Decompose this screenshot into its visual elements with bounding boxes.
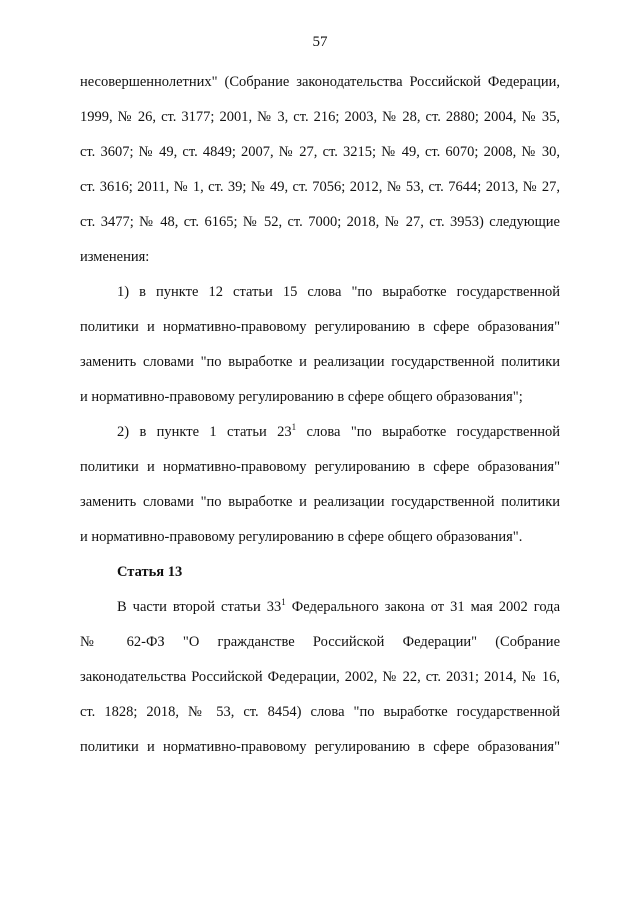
article-13-line-1-end: Федерального закона от 31 мая 2002 года xyxy=(285,599,560,615)
item-2-line-4: и нормативно-правовому регулированию в сфере общего образования". xyxy=(80,529,523,545)
article-13-line-3: законодательства Российской Федерации, 2002, № 22, ст. 2031; 2014, № 16, xyxy=(80,669,560,685)
intro-line-4: ст. 3616; 2011, № 1, ст. 39; № 49, ст. 7056; 2012, № 53, ст. 7644; 2013, № 27, xyxy=(80,179,560,195)
item-2-line-1-end: слова "по выработке государственной xyxy=(296,424,561,440)
article-13-line-5: политики и нормативно-правовому регулированию в сфере образования" xyxy=(80,739,560,755)
intro-line-5: ст. 3477; № 48, ст. 6165; № 52, ст. 7000; 2018, № 27, ст. 3953) следующие xyxy=(80,214,560,230)
page-number: 57 xyxy=(312,34,328,50)
item-1-line-2: политики и нормативно-правовому регулированию в сфере образования" xyxy=(80,319,560,335)
article-13-line-1-start: В части второй статьи 33 xyxy=(117,599,282,615)
article-13-heading: Статья 13 xyxy=(117,564,183,580)
article-13-line-4: ст. 1828; 2018, № 53, ст. 8454) слова "по выработке государственной xyxy=(80,704,560,720)
item-2-line-2: политики и нормативно-правовому регулированию в сфере образования" xyxy=(80,459,560,475)
article-13-line-2: № 62-ФЗ "О гражданстве Российской Федерации" (Собрание xyxy=(80,634,560,650)
item-1-line-1: 1) в пункте 12 статьи 15 слова "по выработке государственной xyxy=(117,284,560,300)
intro-line-2: 1999, № 26, ст. 3177; 2001, № 3, ст. 216; 2003, № 28, ст. 2880; 2004, № 35, xyxy=(80,109,560,125)
intro-line-6: изменения: xyxy=(80,249,150,265)
item-1-line-3: заменить словами "по выработке и реализации государственной политики xyxy=(80,354,560,370)
superscript-one: 1 xyxy=(281,597,286,608)
item-2-line-1-start: 2) в пункте 1 статьи 23 xyxy=(117,424,292,440)
item-2-line-1 xyxy=(117,422,560,442)
item-2-line-3: заменить словами "по выработке и реализации государственной политики xyxy=(80,494,560,510)
intro-line-1: несовершеннолетних" (Собрание законодательства Российской Федерации, xyxy=(80,74,560,90)
article-13-line-1 xyxy=(117,597,560,617)
intro-line-3: ст. 3607; № 49, ст. 4849; 2007, № 27, ст. 3215; № 49, ст. 6070; 2008, № 30, xyxy=(80,144,560,160)
item-1-line-4: и нормативно-правовому регулированию в сфере общего образования"; xyxy=(80,389,523,405)
superscript-one: 1 xyxy=(291,422,297,433)
